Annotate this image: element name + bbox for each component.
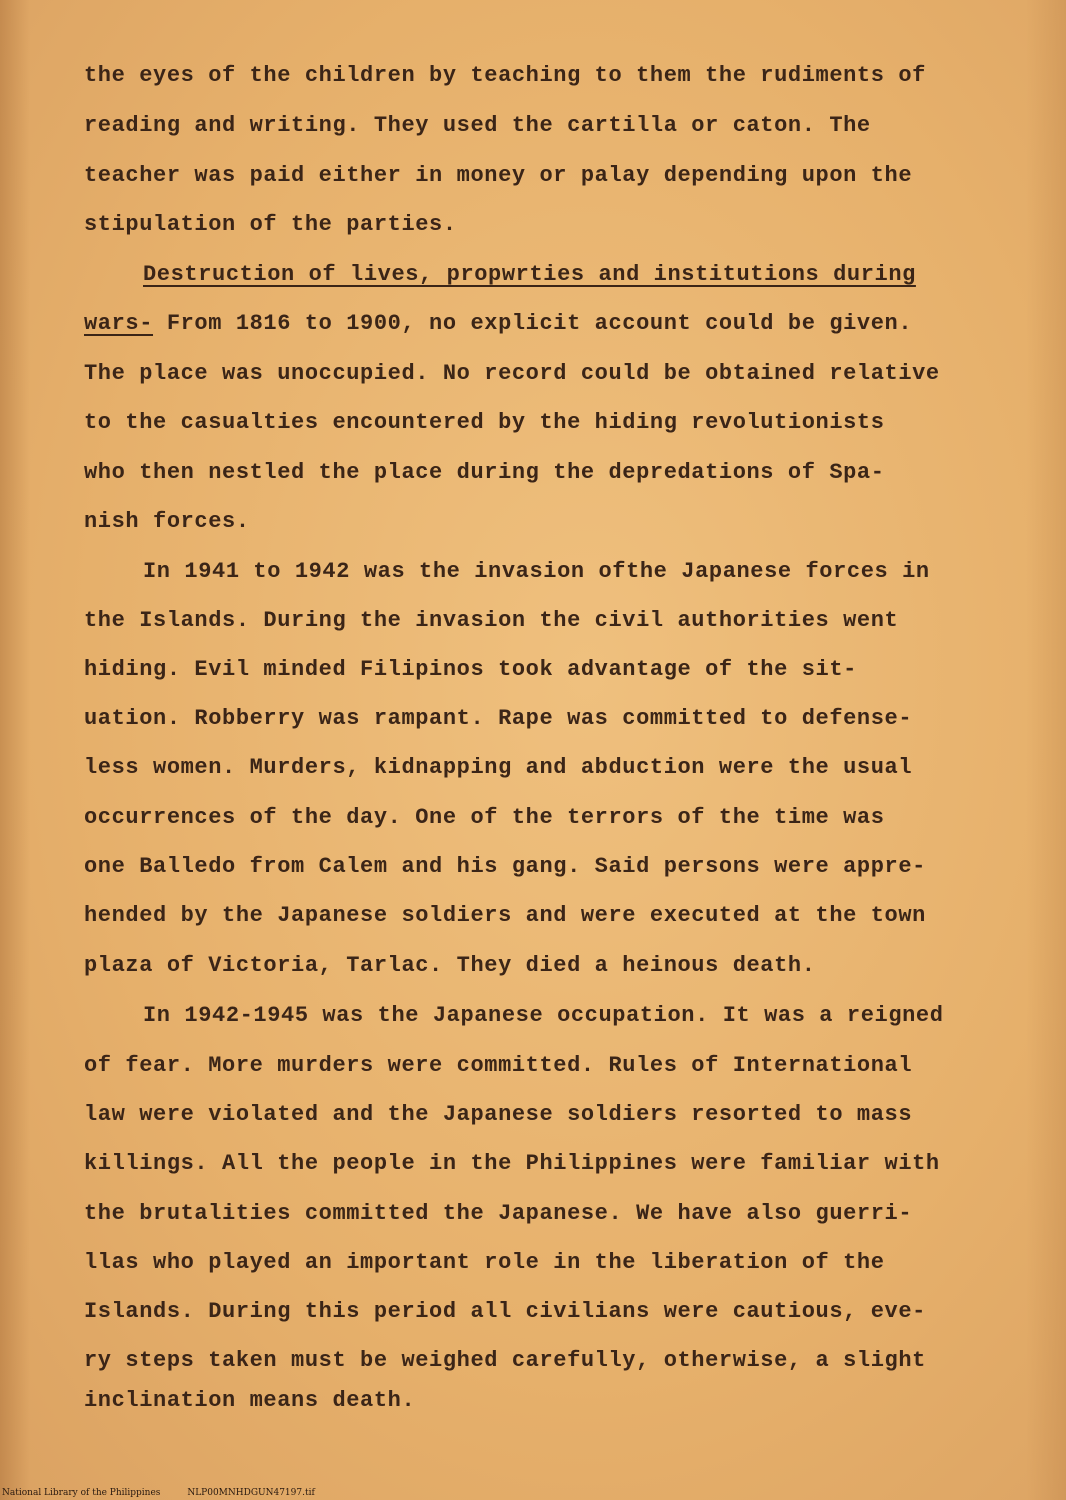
text-line: of fear. More murders were committed. Rules of International [84,1053,913,1078]
text-line: uation. Robberry was rampant. Rape was committed to defense- [84,706,913,731]
scan-footer [0,1486,339,1500]
text-line: ry steps taken must be weighed carefully, otherwise, a slight [84,1348,926,1373]
text-line: nish forces. [84,509,250,534]
text-line: the brutalities committed the Japanese. We have also guerri- [84,1201,913,1226]
text-line: teacher was paid either in money or palay depending upon the [84,163,913,188]
footer-filename: NLP00MNHDGUN47197.tif [187,1488,315,1498]
text-span: From 1816 to 1900, no explicit account could be given. [153,311,913,336]
text-line: occurrences of the day. One of the terrors of the time was [84,805,885,830]
text-line: the Islands. During the invasion the civil authorities went [84,608,899,633]
text-line: law were violated and the Japanese soldiers resorted to mass [84,1102,913,1127]
text-line: the eyes of the children by teaching to them the rudiments of [84,63,926,88]
text-line: to the casualties encountered by the hiding revolutionists [84,410,885,435]
text-line: Islands. During this period all civilians were cautious, eve- [84,1299,926,1324]
text-line: killings. All the people in the Philippines were familiar with [84,1151,940,1176]
section-heading-line [84,309,912,339]
text-line: who then nestled the place during the depredations of Spa- [84,460,885,485]
footer-library: National Library of the Philippines [2,1488,161,1498]
text-line: plaza of Victoria, Tarlac. They died a heinous death. [84,953,816,978]
text-line: less women. Murders, kidnapping and abduction were the usual [84,755,913,780]
text-line: one Balledo from Calem and his gang. Said persons were appre- [84,854,926,879]
text-line: reading and writing. They used the cartilla or caton. The [84,113,871,138]
section-heading: Destruction of lives, propwrties and institutions during [143,262,916,287]
text-line: stipulation of the parties. [84,212,457,237]
text-line: hiding. Evil minded Filipinos took advantage of the sit- [84,657,857,682]
text-line: In 1942-1945 was the Japanese occupation. It was a reigned [143,1003,944,1028]
text-line: hended by the Japanese soldiers and were executed at the town [84,903,926,928]
text-line: inclination means death. [84,1388,416,1413]
text-line: The place was unoccupied. No record could be obtained relative [84,361,940,386]
section-heading-continued: wars- [84,311,154,336]
text-line: In 1941 to 1942 was the invasion ofthe Japanese forces in [143,559,930,584]
text-line: llas who played an important role in the liberation of the [84,1250,885,1275]
